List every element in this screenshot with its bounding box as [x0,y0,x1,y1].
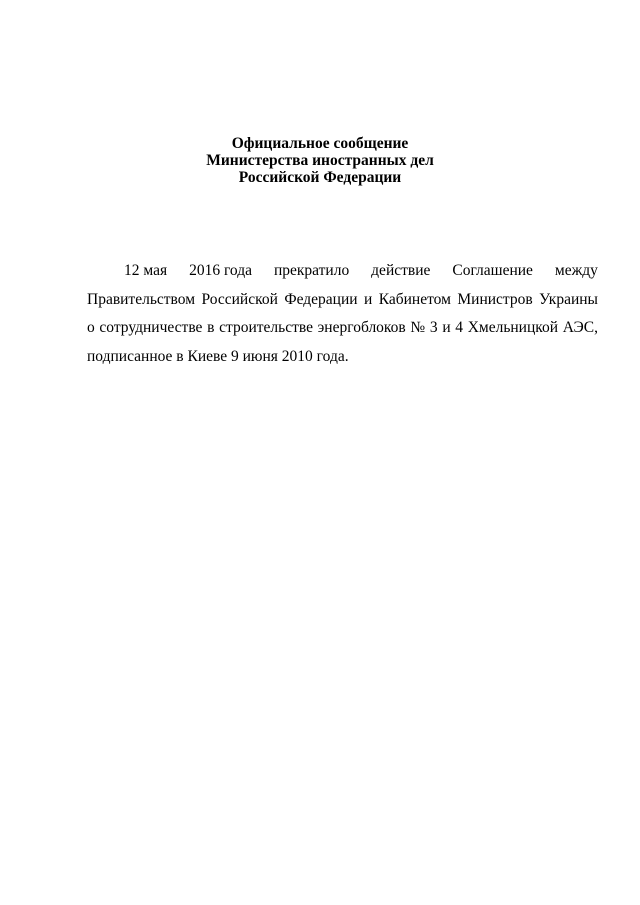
document-heading [0,135,640,186]
word: прекратило [273,262,350,279]
word: в [207,319,215,336]
paragraph-line-4: подписанное в Киеве 9 июня 2010 года. [87,347,349,365]
word: энергоблоков [317,319,406,336]
word: Министров [457,290,533,308]
word: № [410,319,426,336]
word: АЭС, [562,319,598,336]
word: о [87,319,95,336]
paragraph-line-1 [87,257,598,286]
heading-line-1: Официальное сообщение [231,135,409,152]
word: между [554,262,598,279]
paragraph-line-3 [87,314,598,343]
word: сотрудничестве [99,319,203,336]
word: Правительством [87,290,196,308]
word: 12 мая [124,262,168,279]
heading-line-3: Российской Федерации [238,169,402,186]
word: 2016 года [189,262,252,279]
word: Российской [201,290,278,308]
word: и [442,319,451,336]
word: Кабинетом [378,290,451,308]
word: 4 [455,319,464,336]
word: Украины [539,290,598,308]
word: и [363,290,373,308]
word: Соглашение [452,262,533,279]
word: Федерации [284,290,358,308]
word: строительстве [219,319,313,336]
document-paragraph [87,257,598,371]
heading-line-2: Министерства иностранных дел [206,152,434,169]
paragraph-line-2 [87,286,598,315]
word: 3 [429,319,438,336]
word: Хмельницкой [467,319,559,336]
word: действие [371,262,431,279]
